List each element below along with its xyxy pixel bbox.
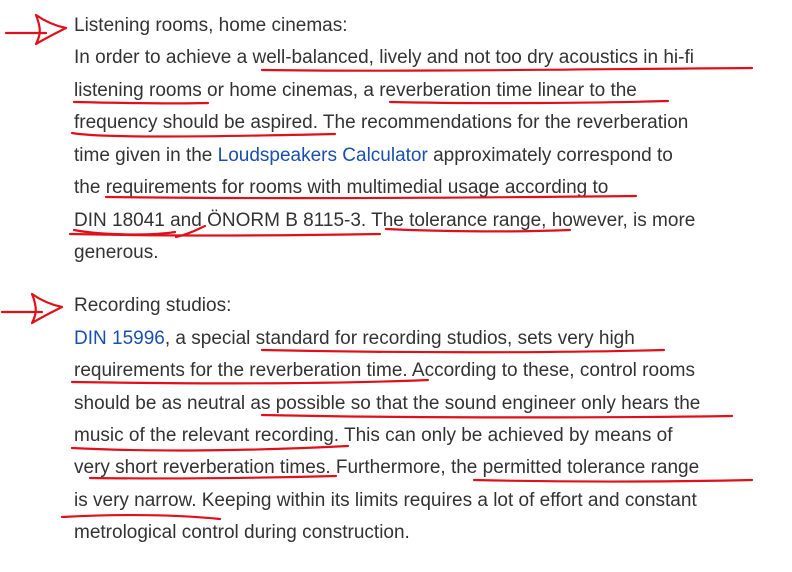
din-15996-link[interactable]: DIN 15996: [74, 328, 165, 349]
text-fragment: approximately correspond to: [427, 145, 673, 166]
red-arrow-icon: [2, 294, 62, 323]
section-heading: Recording studios:: [74, 295, 232, 316]
paragraph-line: the requirements for rooms with multimedial usage according to: [74, 177, 609, 198]
paragraph-line: is very narrow. Keeping within its limits requires a lot of effort and constant: [74, 490, 697, 511]
paragraph-line: frequency should be aspired. The recommendations for the reverberation: [74, 112, 689, 133]
paragraph-line: [74, 323, 635, 355]
paragraph-line: listening rooms or home cinemas, a reverberation time linear to the: [74, 80, 637, 101]
paragraph-line: In order to achieve a well-balanced, lively and not too dry acoustics in hi-fi: [74, 47, 694, 68]
loudspeakers-calculator-link[interactable]: Loudspeakers Calculator: [217, 145, 428, 166]
paragraph-line: music of the relevant recording. This can only be achieved by means of: [74, 425, 673, 446]
text-fragment: time given in the: [74, 145, 218, 166]
paragraph-line: metrological control during construction.: [74, 522, 410, 543]
paragraph-line: should be as neutral as possible so that the sound engineer only hears the: [74, 393, 701, 414]
text-fragment: , a special standard for recording studios, sets very high: [164, 328, 635, 349]
paragraph-line: very short reverberation times. Furthermore, the permitted tolerance range: [74, 457, 700, 478]
paragraph-line: DIN 18041 and ÖNORM B 8115-3. The tolerance range, however, is more: [74, 210, 696, 231]
section-heading: Listening rooms, home cinemas:: [74, 15, 348, 36]
paragraph-line: requirements for the reverberation time. According to these, control rooms: [74, 360, 695, 381]
paragraph-line: [74, 140, 673, 172]
red-arrow-icon: [6, 15, 66, 44]
paragraph-line: generous.: [74, 242, 159, 263]
